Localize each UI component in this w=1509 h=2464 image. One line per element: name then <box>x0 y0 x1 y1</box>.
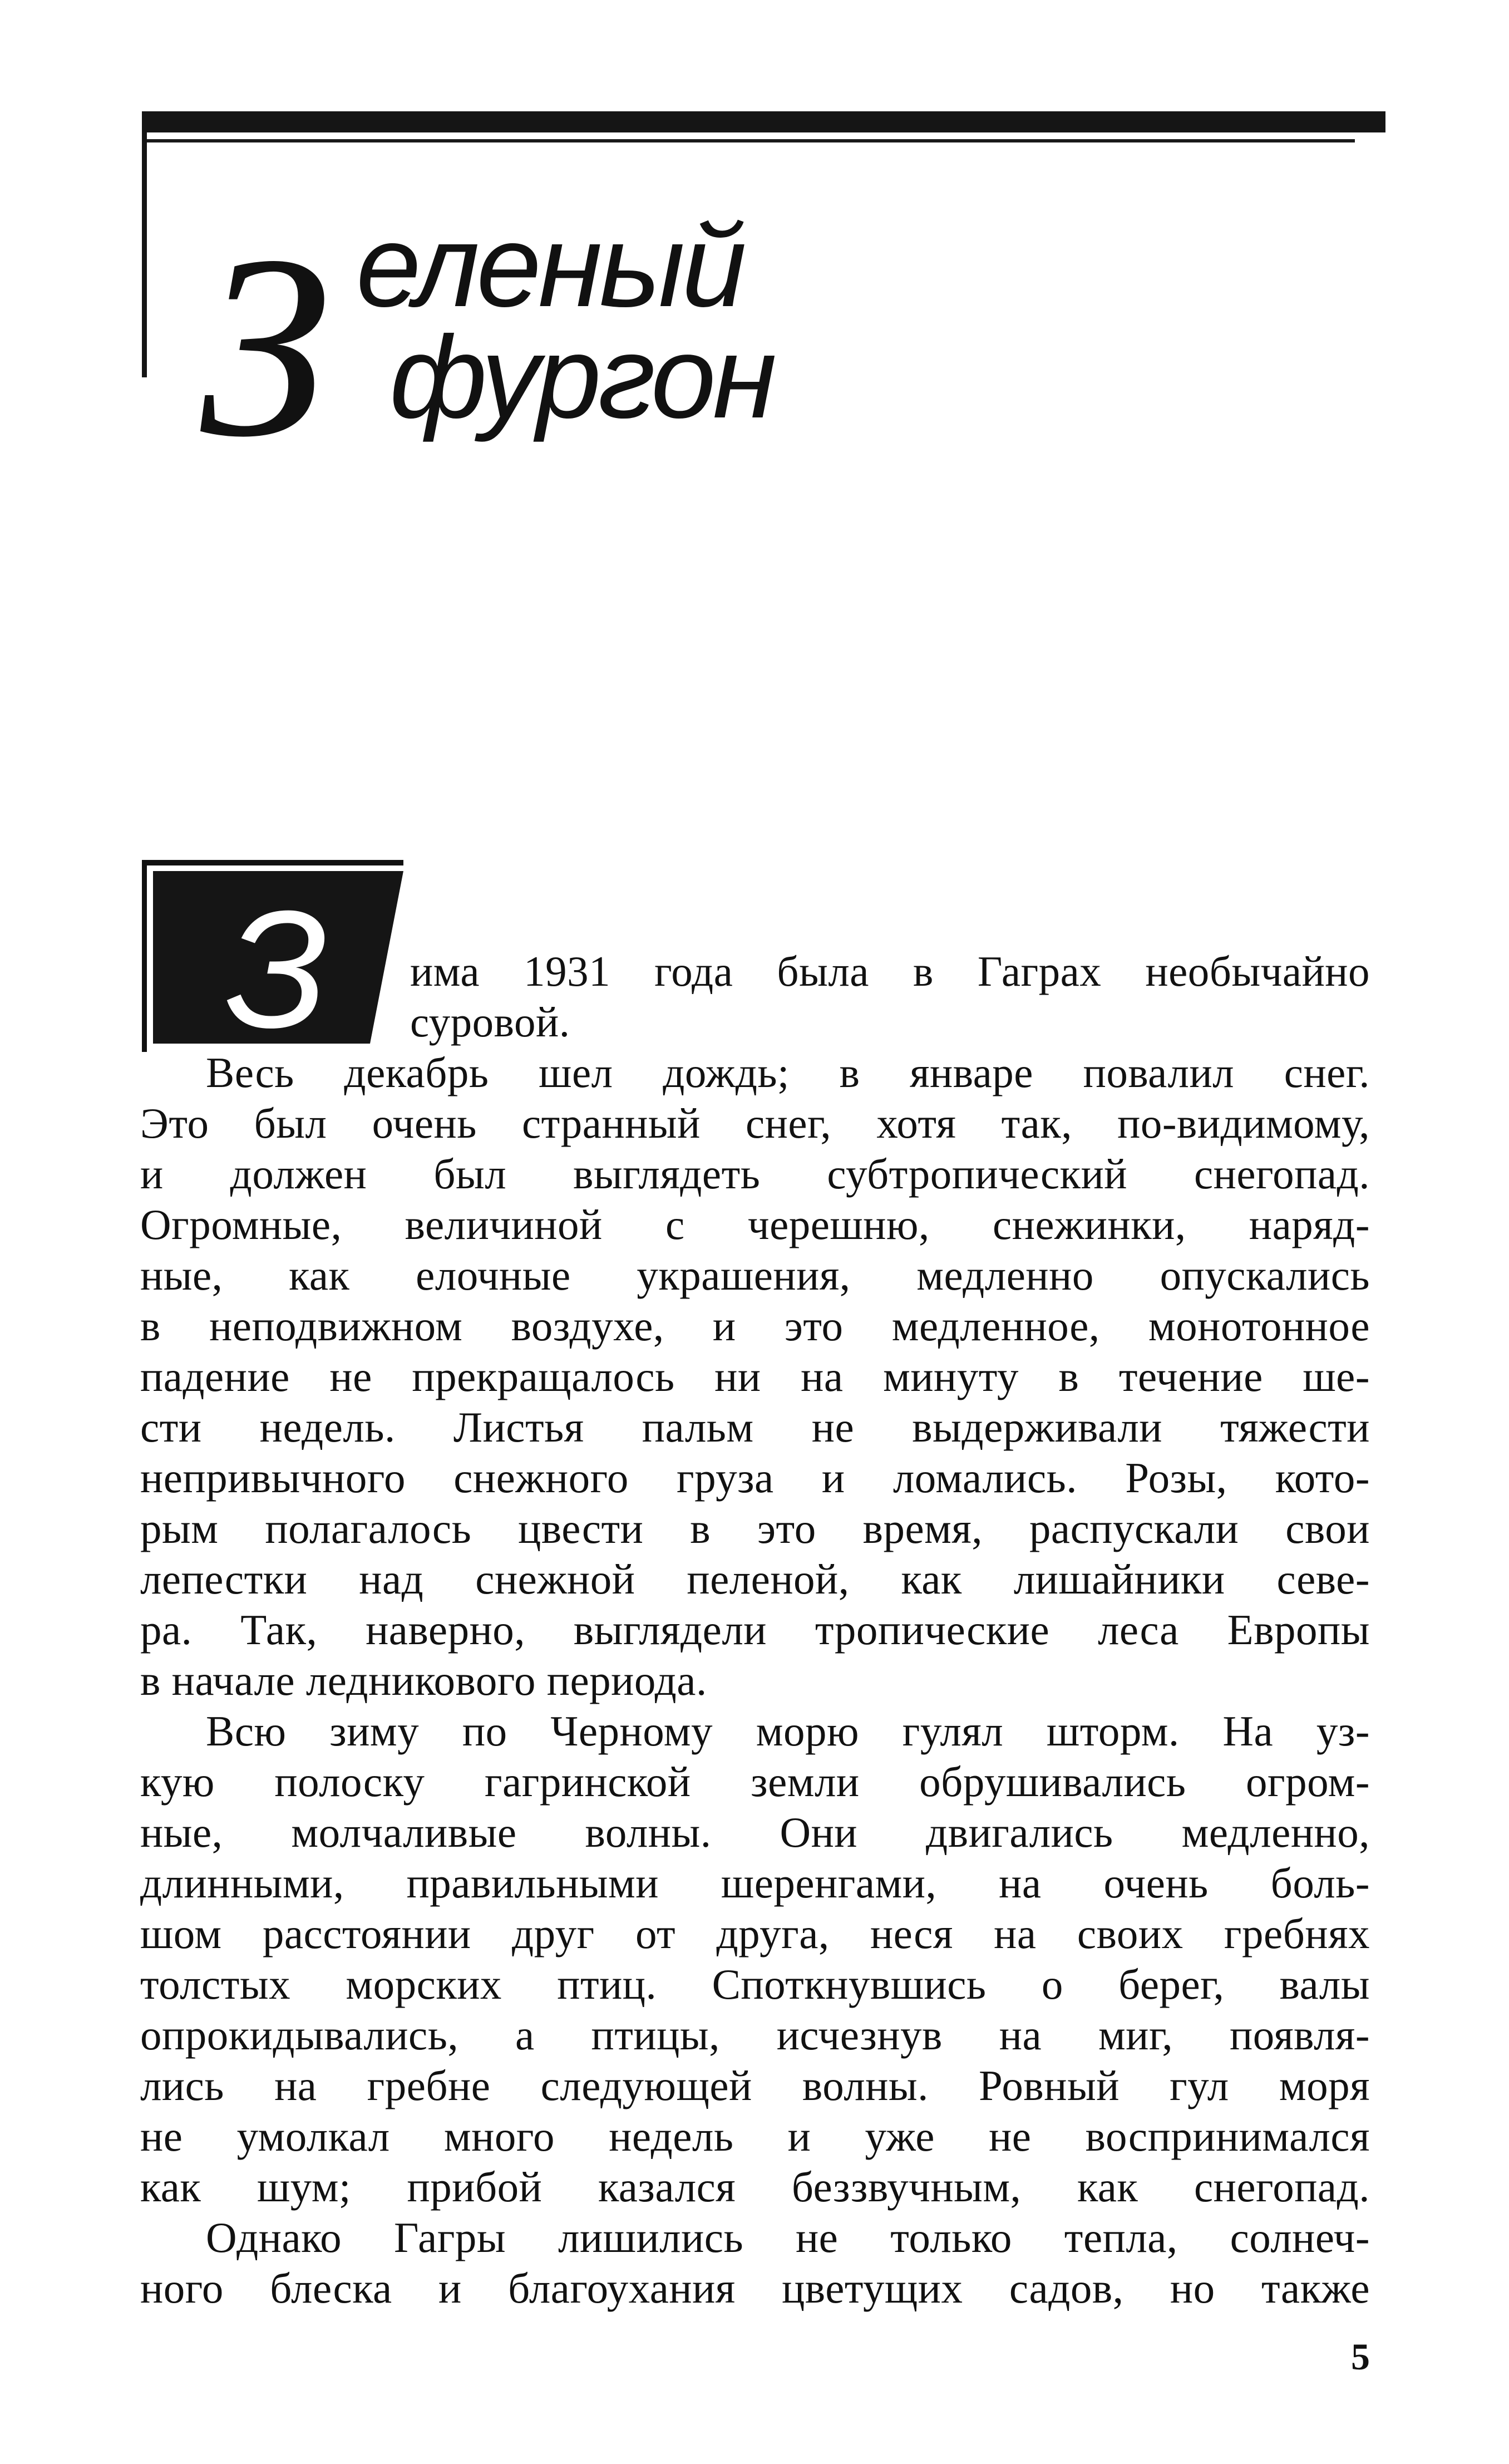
text-line: сти недель. Листья пальм не выдерживали тяжести <box>140 1403 1370 1451</box>
drop-cap <box>142 860 403 1052</box>
paragraph <box>140 1047 1370 1706</box>
text-line: в неподвижном воздухе, и это медленное, монотонное <box>140 1302 1370 1350</box>
text-line: лись на гребне следующей волны. Ровный гул моря <box>140 2062 1370 2109</box>
text-line: рым полагалось цвести в это время, распускали свои <box>140 1504 1370 1552</box>
text-line: Однако Гагры лишились не только тепла, солнеч- <box>206 2214 1370 2261</box>
text-line: има 1931 года была в Гаграх необычайно <box>410 947 1370 995</box>
paragraph <box>140 2212 1370 2314</box>
title-initial: З <box>200 201 330 479</box>
text-line: не умолкал много недель и уже не воспринимался <box>140 2112 1370 2160</box>
text-line: опрокидывались, а птицы, исчезнув на миг, появля- <box>140 2011 1370 2059</box>
top-rule-thin <box>142 139 1355 142</box>
text-line: Всю зиму по Черному морю гулял шторм. На уз- <box>206 1707 1370 1755</box>
opening-lines <box>410 946 1370 1047</box>
text-line: непривычного снежного груза и ломались. Розы, кото- <box>140 1454 1370 1502</box>
text-line: ного блеска и благоухания цветущих садов, но также <box>140 2264 1370 2312</box>
text-line: и должен был выглядеть субтропический снегопад. <box>140 1150 1370 1198</box>
text-line: падение не прекращалось ни на минуту в течение ше- <box>140 1353 1370 1400</box>
text-line: Весь декабрь шел дождь; в январе повалил снег. <box>206 1049 1370 1096</box>
text-line: длинными, правильными шеренгами, на очень боль- <box>140 1859 1370 1907</box>
text-line: толстых морских птиц. Споткнувшись о берег, валы <box>140 1960 1370 2008</box>
text-line: лепестки над снежной пеленой, как лишайники севе- <box>140 1555 1370 1603</box>
paragraph <box>140 1706 1370 2212</box>
title-line-2: фургон <box>389 312 774 442</box>
text-line: Это был очень странный снег, хотя так, по-видимому, <box>140 1099 1370 1147</box>
text-line: ные, как елочные украшения, медленно опускались <box>140 1251 1370 1299</box>
text-line: кую полоску гагринской земли обрушивались огром- <box>140 1758 1370 1806</box>
chapter-title <box>189 189 885 479</box>
text-line: шом расстоянии друг от друга, неся на своих гребнях <box>140 1910 1370 1958</box>
text-line: как шум; прибой казался беззвучным, как снегопад. <box>140 2163 1370 2211</box>
page-number: 5 <box>1351 2335 1370 2378</box>
title-line-1: еленый <box>356 200 743 331</box>
text-line: ра. Так, наверно, выглядели тропические леса Европы <box>140 1606 1370 1654</box>
text-line: суровой. <box>410 998 570 1046</box>
top-rule <box>142 111 1385 132</box>
drop-cap-letter: З <box>225 876 328 1052</box>
title-bracket <box>142 132 147 377</box>
text-line: Огромные, величиной с черешню, снежинки, наряд- <box>140 1201 1370 1248</box>
text-line: в начале ледникового периода. <box>140 1656 707 1704</box>
text-line: ные, молчаливые волны. Они двигались медленно, <box>140 1808 1370 1856</box>
